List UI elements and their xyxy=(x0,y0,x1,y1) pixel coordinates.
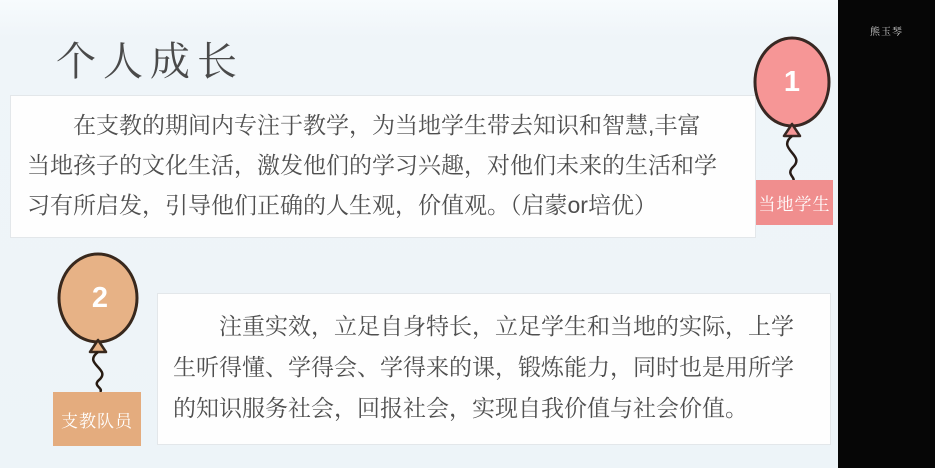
balloon-2-string xyxy=(93,352,102,392)
textbox-local-students xyxy=(10,95,756,238)
slide-title: 个人成长 xyxy=(56,40,244,84)
paragraph-volunteer-team: 注重实效，立足自身特长，立足学生和当地的实际，上学生听得懂、学得会、学得来的课，锻炼能力，同时也是用所学的知识服务社会，回报社会，实现自我价值与社会价值。 xyxy=(173,313,794,421)
balloon-1-icon xyxy=(746,36,838,182)
participant-name: 熊玉琴 xyxy=(870,27,903,38)
balloon-2-number: 2 xyxy=(91,282,109,314)
balloon-1-string xyxy=(787,136,796,182)
balloon-1-number: 1 xyxy=(783,66,801,98)
video-panel xyxy=(838,0,935,468)
balloon-2-icon xyxy=(50,252,146,392)
balloon-1-label: 当地学生 xyxy=(756,180,833,225)
textbox-volunteer-team xyxy=(157,293,831,445)
paragraph-local-students: 在支教的期间内专注于教学，为当地学生带去知识和智慧,丰富当地孩子的文化生活，激发他们的学习兴趣，对他们未来的生活和学习有所启发，引导他们正确的人生观，价值观。（启蒙or培优） xyxy=(27,112,717,218)
balloon-2-label: 支教队员 xyxy=(53,392,141,446)
